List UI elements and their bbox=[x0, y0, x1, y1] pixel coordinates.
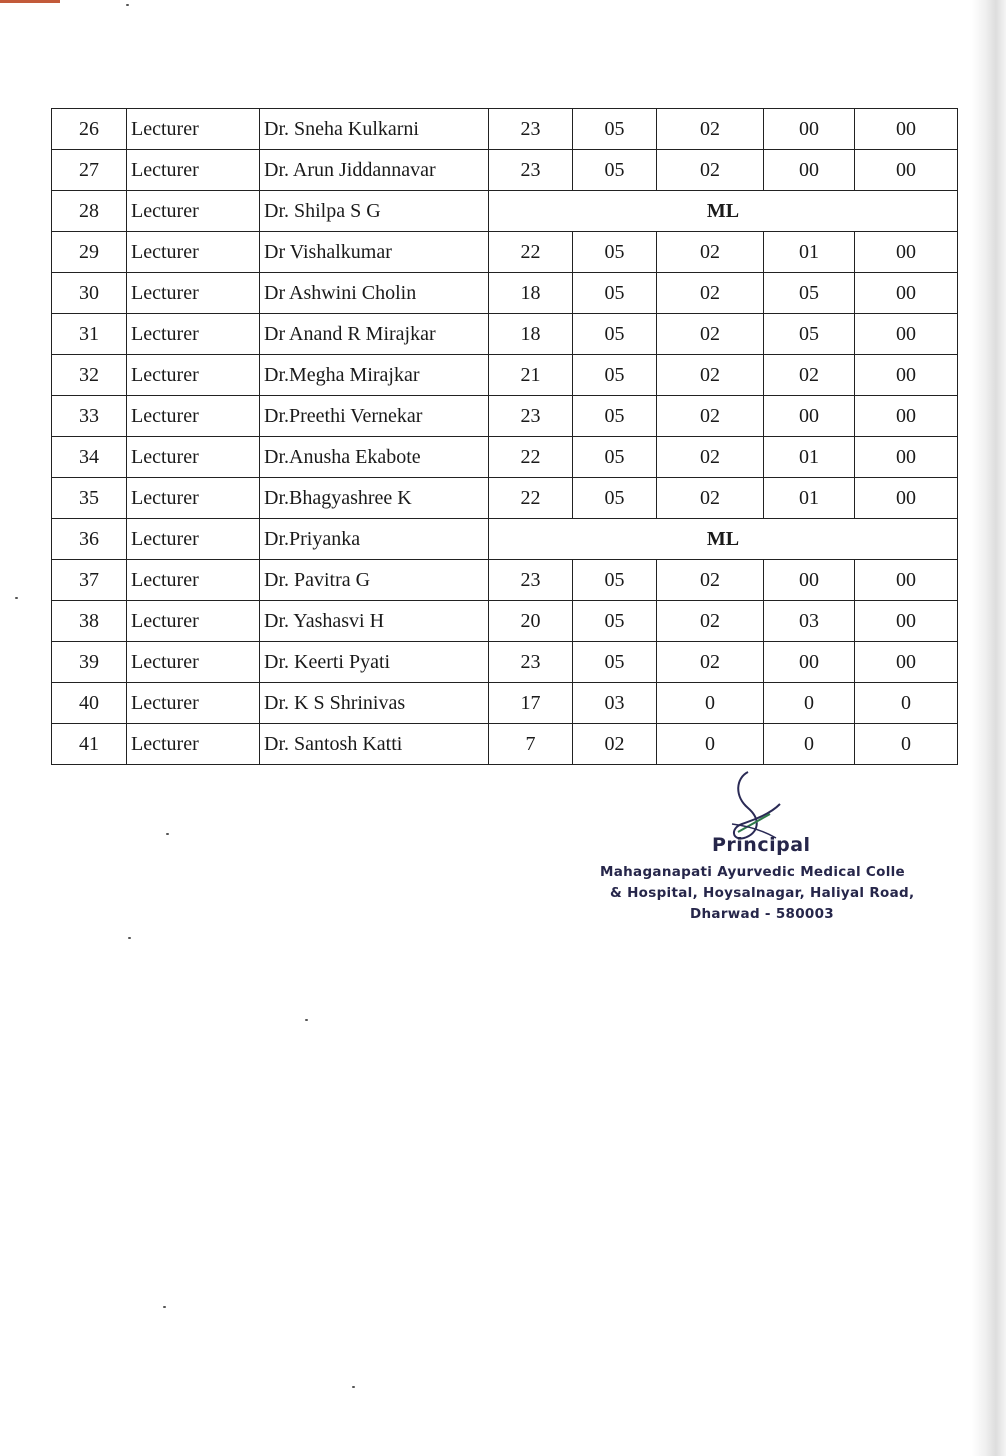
table-row bbox=[52, 314, 958, 355]
value-cell: 05 bbox=[573, 560, 657, 601]
value-cell: 02 bbox=[657, 642, 764, 683]
name-cell: Dr Anand R Mirajkar bbox=[260, 314, 489, 355]
value-cell: 00 bbox=[855, 478, 958, 519]
designation-cell: Lecturer bbox=[127, 150, 260, 191]
value-cell: 00 bbox=[855, 560, 958, 601]
value-cell: 00 bbox=[764, 560, 855, 601]
value-cell: 22 bbox=[489, 437, 573, 478]
name-cell: Dr Ashwini Cholin bbox=[260, 273, 489, 314]
serial-number-cell: 33 bbox=[52, 396, 127, 437]
name-cell: Dr. Sneha Kulkarni bbox=[260, 109, 489, 150]
designation-cell: Lecturer bbox=[127, 396, 260, 437]
table-row bbox=[52, 519, 958, 560]
name-cell: Dr. Arun Jiddannavar bbox=[260, 150, 489, 191]
value-cell: 00 bbox=[764, 642, 855, 683]
value-cell: 05 bbox=[573, 150, 657, 191]
name-cell: Dr. K S Shrinivas bbox=[260, 683, 489, 724]
table-row bbox=[52, 478, 958, 519]
value-cell: 02 bbox=[657, 314, 764, 355]
value-cell: 00 bbox=[855, 396, 958, 437]
serial-number-cell: 29 bbox=[52, 232, 127, 273]
designation-cell: Lecturer bbox=[127, 683, 260, 724]
designation-cell: Lecturer bbox=[127, 642, 260, 683]
value-cell: 05 bbox=[573, 355, 657, 396]
value-cell: 00 bbox=[855, 150, 958, 191]
scan-speck bbox=[166, 833, 169, 835]
value-cell: 02 bbox=[657, 355, 764, 396]
value-cell: 05 bbox=[764, 273, 855, 314]
name-cell: Dr Vishalkumar bbox=[260, 232, 489, 273]
table-row bbox=[52, 396, 958, 437]
designation-cell: Lecturer bbox=[127, 355, 260, 396]
institution-address: & Hospital, Hoysalnagar, Haliyal Road, bbox=[610, 885, 915, 901]
table-row bbox=[52, 601, 958, 642]
table-body bbox=[52, 109, 958, 765]
value-cell: 02 bbox=[657, 150, 764, 191]
value-cell: 0 bbox=[855, 724, 958, 765]
table-row bbox=[52, 642, 958, 683]
value-cell: 0 bbox=[657, 683, 764, 724]
value-cell: 00 bbox=[855, 109, 958, 150]
table-row bbox=[52, 560, 958, 601]
value-cell: 0 bbox=[764, 724, 855, 765]
value-cell: 02 bbox=[657, 560, 764, 601]
scan-speck bbox=[15, 597, 18, 599]
name-cell: Dr. Keerti Pyati bbox=[260, 642, 489, 683]
value-cell: 05 bbox=[573, 437, 657, 478]
value-cell: 22 bbox=[489, 478, 573, 519]
value-cell: 00 bbox=[855, 314, 958, 355]
top-edge-mark bbox=[0, 0, 60, 3]
value-cell: 00 bbox=[855, 601, 958, 642]
leave-status-cell: ML bbox=[489, 519, 958, 560]
table-row bbox=[52, 232, 958, 273]
table-row bbox=[52, 191, 958, 232]
scan-speck bbox=[126, 4, 129, 6]
value-cell: 05 bbox=[573, 314, 657, 355]
value-cell: 00 bbox=[855, 232, 958, 273]
serial-number-cell: 41 bbox=[52, 724, 127, 765]
serial-number-cell: 30 bbox=[52, 273, 127, 314]
value-cell: 03 bbox=[764, 601, 855, 642]
value-cell: 02 bbox=[657, 478, 764, 519]
serial-number-cell: 31 bbox=[52, 314, 127, 355]
staff-attendance-table bbox=[51, 108, 958, 765]
designation-cell: Lecturer bbox=[127, 519, 260, 560]
table-row bbox=[52, 355, 958, 396]
value-cell: 02 bbox=[657, 601, 764, 642]
table-row bbox=[52, 273, 958, 314]
value-cell: 02 bbox=[657, 437, 764, 478]
value-cell: 00 bbox=[764, 396, 855, 437]
value-cell: 18 bbox=[489, 314, 573, 355]
value-cell: 23 bbox=[489, 642, 573, 683]
serial-number-cell: 28 bbox=[52, 191, 127, 232]
table-row bbox=[52, 109, 958, 150]
name-cell: Dr. Pavitra G bbox=[260, 560, 489, 601]
value-cell: 00 bbox=[764, 150, 855, 191]
value-cell: 00 bbox=[855, 437, 958, 478]
designation-cell: Lecturer bbox=[127, 437, 260, 478]
value-cell: 02 bbox=[657, 396, 764, 437]
value-cell: 05 bbox=[573, 396, 657, 437]
value-cell: 00 bbox=[855, 642, 958, 683]
serial-number-cell: 38 bbox=[52, 601, 127, 642]
designation-cell: Lecturer bbox=[127, 601, 260, 642]
serial-number-cell: 36 bbox=[52, 519, 127, 560]
designation-cell: Lecturer bbox=[127, 191, 260, 232]
value-cell: 02 bbox=[764, 355, 855, 396]
value-cell: 7 bbox=[489, 724, 573, 765]
value-cell: 18 bbox=[489, 273, 573, 314]
value-cell: 20 bbox=[489, 601, 573, 642]
name-cell: Dr.Megha Mirajkar bbox=[260, 355, 489, 396]
scanned-page-edge bbox=[972, 0, 1006, 1456]
name-cell: Dr. Shilpa S G bbox=[260, 191, 489, 232]
designation-cell: Lecturer bbox=[127, 232, 260, 273]
serial-number-cell: 39 bbox=[52, 642, 127, 683]
designation-cell: Lecturer bbox=[127, 314, 260, 355]
table-row bbox=[52, 437, 958, 478]
name-cell: Dr.Bhagyashree K bbox=[260, 478, 489, 519]
value-cell: 05 bbox=[573, 273, 657, 314]
designation-cell: Lecturer bbox=[127, 724, 260, 765]
serial-number-cell: 35 bbox=[52, 478, 127, 519]
value-cell: 00 bbox=[764, 109, 855, 150]
name-cell: Dr. Santosh Katti bbox=[260, 724, 489, 765]
institution-city: Dharwad - 580003 bbox=[690, 906, 834, 922]
name-cell: Dr.Priyanka bbox=[260, 519, 489, 560]
value-cell: 05 bbox=[764, 314, 855, 355]
value-cell: 05 bbox=[573, 601, 657, 642]
value-cell: 21 bbox=[489, 355, 573, 396]
scan-speck bbox=[352, 1386, 355, 1388]
signatory-title: Principal bbox=[712, 834, 811, 856]
designation-cell: Lecturer bbox=[127, 273, 260, 314]
value-cell: 02 bbox=[657, 232, 764, 273]
serial-number-cell: 26 bbox=[52, 109, 127, 150]
value-cell: 0 bbox=[657, 724, 764, 765]
designation-cell: Lecturer bbox=[127, 109, 260, 150]
institution-name: Mahaganapati Ayurvedic Medical Colle bbox=[600, 864, 906, 880]
value-cell: 05 bbox=[573, 642, 657, 683]
value-cell: 23 bbox=[489, 109, 573, 150]
scan-speck bbox=[163, 1306, 166, 1308]
value-cell: 05 bbox=[573, 478, 657, 519]
leave-status-cell: ML bbox=[489, 191, 958, 232]
serial-number-cell: 34 bbox=[52, 437, 127, 478]
value-cell: 0 bbox=[855, 683, 958, 724]
serial-number-cell: 40 bbox=[52, 683, 127, 724]
value-cell: 01 bbox=[764, 478, 855, 519]
value-cell: 01 bbox=[764, 232, 855, 273]
table-row bbox=[52, 683, 958, 724]
scan-speck bbox=[305, 1019, 308, 1021]
serial-number-cell: 27 bbox=[52, 150, 127, 191]
name-cell: Dr.Anusha Ekabote bbox=[260, 437, 489, 478]
serial-number-cell: 37 bbox=[52, 560, 127, 601]
designation-cell: Lecturer bbox=[127, 478, 260, 519]
value-cell: 05 bbox=[573, 232, 657, 273]
table-row bbox=[52, 150, 958, 191]
value-cell: 00 bbox=[855, 273, 958, 314]
scan-speck bbox=[128, 937, 131, 939]
value-cell: 01 bbox=[764, 437, 855, 478]
value-cell: 0 bbox=[764, 683, 855, 724]
serial-number-cell: 32 bbox=[52, 355, 127, 396]
name-cell: Dr. Yashasvi H bbox=[260, 601, 489, 642]
value-cell: 05 bbox=[573, 109, 657, 150]
value-cell: 23 bbox=[489, 560, 573, 601]
name-cell: Dr.Preethi Vernekar bbox=[260, 396, 489, 437]
value-cell: 23 bbox=[489, 396, 573, 437]
value-cell: 02 bbox=[657, 273, 764, 314]
value-cell: 22 bbox=[489, 232, 573, 273]
value-cell: 00 bbox=[855, 355, 958, 396]
designation-cell: Lecturer bbox=[127, 560, 260, 601]
value-cell: 02 bbox=[657, 109, 764, 150]
table-row bbox=[52, 724, 958, 765]
value-cell: 17 bbox=[489, 683, 573, 724]
value-cell: 03 bbox=[573, 683, 657, 724]
value-cell: 23 bbox=[489, 150, 573, 191]
value-cell: 02 bbox=[573, 724, 657, 765]
